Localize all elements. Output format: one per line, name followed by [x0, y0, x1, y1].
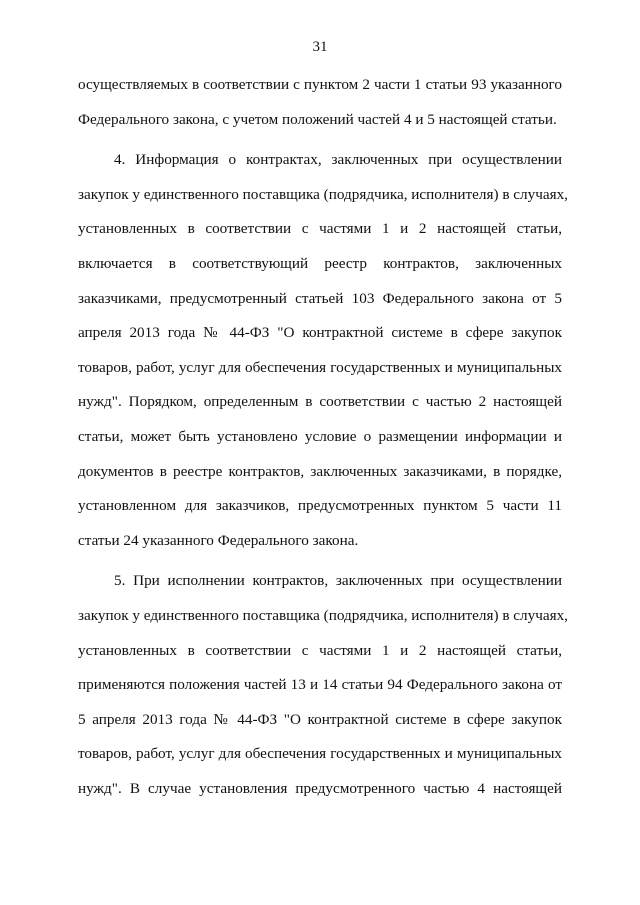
text-line: установленных в соответствии с частями 1 и 2 настоящей статьи,	[78, 220, 562, 238]
text-line: закупок у единственного поставщика (подрядчика, исполнителя) в случаях,	[78, 606, 568, 624]
text-line: 4. Информация о контрактах, заключенных при осуществлении	[114, 151, 562, 169]
paragraph	[78, 143, 568, 558]
text-line: включается в соответствующий реестр контрактов, заключенных	[78, 254, 562, 272]
text-line: документов в реестре контрактов, заключенных заказчиками, в порядке,	[78, 462, 562, 480]
text-line: апреля 2013 года № 44-ФЗ "О контрактной системе в сфере закупок	[78, 324, 562, 342]
text-line: товаров, работ, услуг для обеспечения государственных и муниципальных	[78, 358, 562, 376]
document-body	[78, 68, 568, 806]
text-line: установленном для заказчиков, предусмотренных пунктом 5 части 11	[78, 497, 562, 515]
text-line: закупок у единственного поставщика (подрядчика, исполнителя) в случаях,	[78, 185, 568, 203]
text-line: Федерального закона, с учетом положений частей 4 и 5 настоящей статьи.	[78, 110, 557, 128]
paragraph	[78, 68, 562, 137]
page-number: 31	[312, 39, 328, 55]
text-line: применяются положения частей 13 и 14 статьи 94 Федерального закона от	[78, 676, 562, 694]
text-line: статьи 24 указанного Федерального закона.	[78, 531, 359, 549]
text-line: заказчиками, предусмотренный статьей 103 Федерального закона от 5	[78, 289, 562, 307]
text-line: 5 апреля 2013 года № 44-ФЗ "О контрактной системе в сфере закупок	[78, 710, 562, 728]
text-line: статьи, может быть установлено условие о размещении информации и	[78, 427, 562, 445]
text-line: осуществляемых в соответствии с пунктом 2 части 1 статьи 93 указанного	[78, 76, 562, 93]
text-line: нужд". Порядком, определенным в соответствии с частью 2 настоящей	[78, 393, 562, 411]
paragraph	[78, 564, 568, 806]
text-line: 5. При исполнении контрактов, заключенных при осуществлении	[114, 572, 562, 590]
text-line: установленных в соответствии с частями 1 и 2 настоящей статьи,	[78, 641, 562, 659]
text-line: товаров, работ, услуг для обеспечения государственных и муниципальных	[78, 745, 562, 763]
text-line: нужд". В случае установления предусмотренного частью 4 настоящей	[78, 779, 562, 797]
